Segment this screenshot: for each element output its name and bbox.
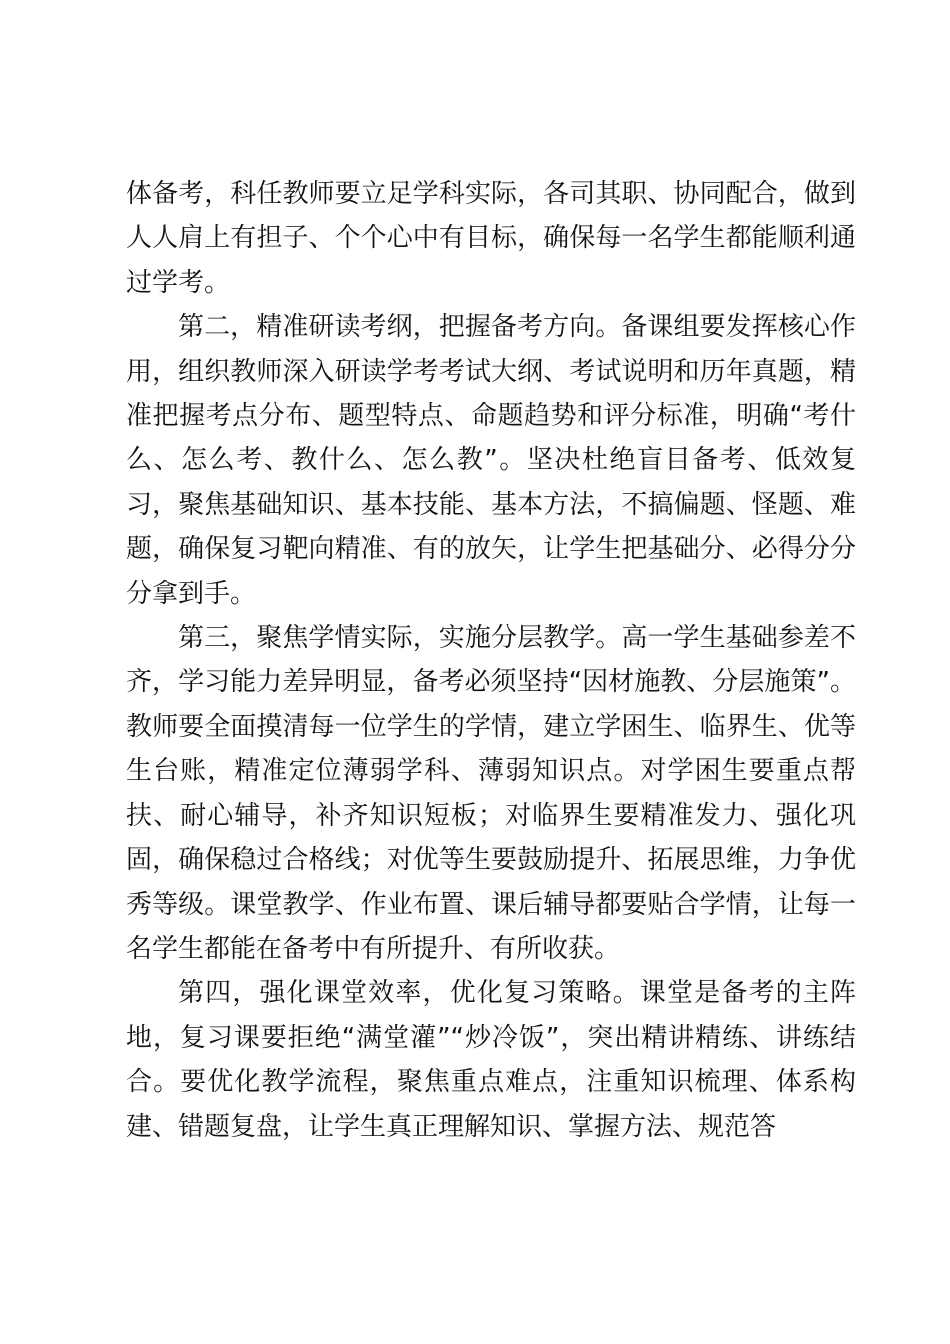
paragraph-continuation: 体备考，科任教师要立足学科实际，各司其职、协同配合，做到人人肩上有担子、个个心中有目标，确保每一名学生都能顺利通过学考。: [126, 179, 856, 298]
document-body: [126, 172, 856, 1149]
paragraph-fourth-point: 第四，强化课堂效率，优化复习策略。课堂是备考的主阵地，复习课要拒绝“满堂灌”“炒冷饭”，突出精讲精练、讲练结合。要优化教学流程，聚焦重点难点，注重知识梳理、体系构建、错题复盘，让学生真正理解知识、掌握方法、规范答: [126, 978, 856, 1142]
paragraph-second-point: 第二，精准研读考纲，把握备考方向。备课组要发挥核心作用，组织教师深入研读学考考试大纲、考试说明和历年真题，精准把握考点分布、题型特点、命题趋势和评分标准，明确“考什么、怎么考、教什么、怎么教”。坚决杜绝盲目备考、低效复习，聚焦基础知识、基本技能、基本方法，不搞偏题、怪题、难题，确保复习靶向精准、有的放矢，让学生把基础分、必得分分分拿到手。: [126, 312, 856, 609]
paragraph-third-point: 第三，聚焦学情实际，实施分层教学。高一学生基础参差不齐，学习能力差异明显，备考必须坚持“因材施教、分层施策”。教师要全面摸清每一位学生的学情，建立学困生、临界生、优等生台账，精准定位薄弱学科、薄弱知识点。对学困生要重点帮扶、耐心辅导，补齐知识短板；对临界生要精准发力、强化巩固，确保稳过合格线；对优等生要鼓励提升、拓展思维，力争优秀等级。课堂教学、作业布置、课后辅导都要贴合学情，让每一名学生都能在备考中有所提升、有所收获。: [126, 623, 856, 964]
